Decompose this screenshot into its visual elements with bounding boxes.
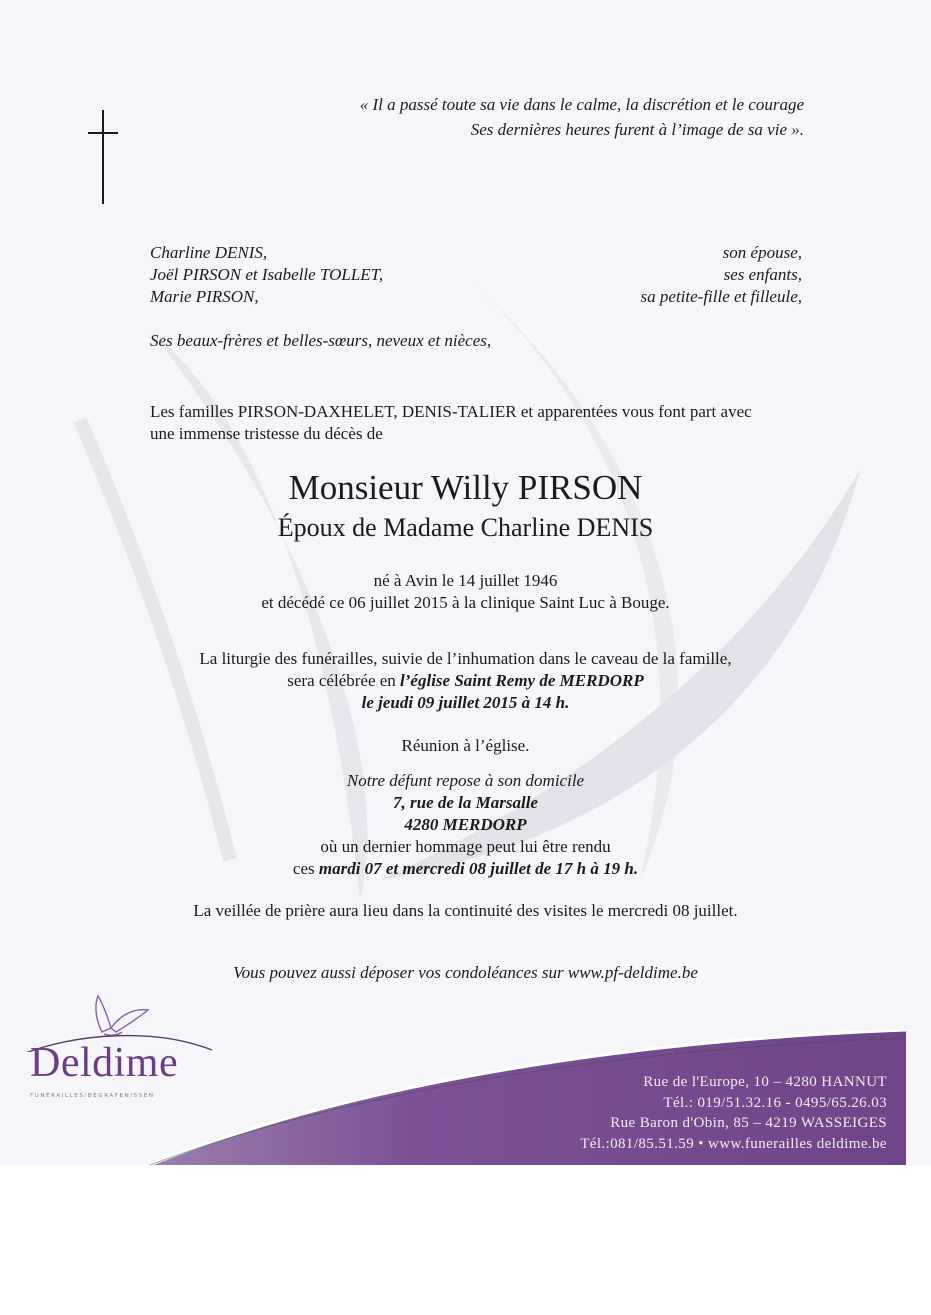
family-list xyxy=(150,242,802,308)
contact-line: Rue Baron d'Obin, 85 – 4219 WASSEIGES xyxy=(610,1115,887,1131)
rest-when-prefix: ces xyxy=(292,859,319,878)
logo-wordmark: Deldime xyxy=(30,1040,179,1086)
condolences-line: Vous pouvez aussi déposer vos condoléances sur www.pf-deldime.be xyxy=(233,963,698,982)
family-relation: sa petite-fille et filleule, xyxy=(640,287,802,306)
contact-line: Tél.:081/85.51.59 • www.funerailles deldime.be xyxy=(580,1135,887,1152)
deceased-name: Monsieur Willy PIRSON xyxy=(288,468,643,507)
life-dates xyxy=(0,570,931,614)
vigil-line: La veillée de prière aura lieu dans la continuité des visites le mercredi 08 juillet. xyxy=(193,901,738,920)
rest-homage: où un dernier hommage peut lui être rendu xyxy=(320,837,611,856)
meeting-line: Réunion à l’église. xyxy=(401,736,530,755)
death-line: et décédé ce 06 juillet 2015 à la clinique Saint Luc à Bouge. xyxy=(261,593,670,612)
family-relation: ses enfants, xyxy=(723,265,802,284)
funeral-line: La liturgie des funérailles, suivie de l’inhumation dans le caveau de la famille, xyxy=(199,649,732,668)
quote-line: Ses dernières heures furent à l’image de sa vie ». xyxy=(470,120,804,139)
visitation-details xyxy=(0,770,931,880)
funeral-details xyxy=(0,648,931,714)
cross-icon xyxy=(86,110,120,206)
family-row xyxy=(150,264,802,286)
funeral-location xyxy=(0,670,931,692)
contact-info xyxy=(580,1072,887,1154)
birth-line: né à Avin le 14 juillet 1946 xyxy=(373,571,558,590)
announcement xyxy=(150,401,800,445)
family-name: Charline DENIS, xyxy=(150,243,268,262)
rest-when-time: mardi 07 et mercredi 08 juillet de 17 h à 19 h. xyxy=(318,859,639,878)
announcement-line: une immense tristesse du décès de xyxy=(150,424,383,443)
announcement-line: Les familles PIRSON-DAXHELET, DENIS-TALIER et apparentées vous font part avec xyxy=(150,402,752,421)
logo-tagline: FUNÉRAILLES/BEGRAFENISSEN xyxy=(30,1093,155,1099)
family-row xyxy=(150,242,802,264)
family-name: Marie PIRSON, xyxy=(150,287,259,306)
deldime-logo xyxy=(16,992,216,1107)
quote-line: « Il a passé toute sa vie dans le calme, la discrétion et le courage xyxy=(359,95,804,114)
church-name: l’église Saint Remy de MERDORP xyxy=(400,671,644,690)
contact-line: Rue de l'Europe, 10 – 4280 HANNUT xyxy=(643,1074,887,1090)
funeral-prefix: sera célébrée en xyxy=(287,671,401,690)
contact-line: Tél.: 019/51.32.16 - 0495/65.26.03 xyxy=(663,1094,887,1111)
opening-quote xyxy=(360,92,804,142)
family-name: Joël PIRSON et Isabelle TOLLET, xyxy=(150,265,384,284)
rest-street: 7, rue de la Marsalle xyxy=(393,793,538,812)
rest-city: 4280 MERDORP xyxy=(404,815,527,834)
rest-when xyxy=(0,858,931,880)
inlaws-line: Ses beaux-frères et belles-sœurs, neveux et nièces, xyxy=(150,331,492,350)
rest-intro: Notre défunt repose à son domicile xyxy=(346,771,585,790)
family-row xyxy=(150,286,802,308)
family-relation: son épouse, xyxy=(722,243,802,262)
deceased-spouse: Époux de Madame Charline DENIS xyxy=(277,513,654,542)
funeral-datetime: le jeudi 09 juillet 2015 à 14 h. xyxy=(361,693,570,712)
